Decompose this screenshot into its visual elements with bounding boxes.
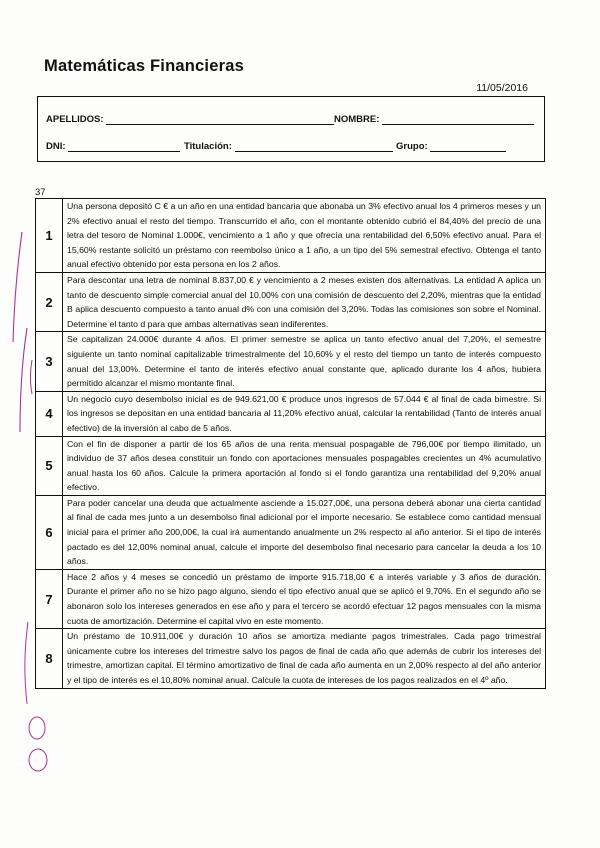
name-field[interactable] <box>382 114 534 125</box>
question-text: Para poder cancelar una deuda que actualmente asciende a 15.027,00€, una persona deberá abonar una cierta cantidad al final de cada mes junto a un desembolso final adicional por el importe necesario. Se establece como cantidad mensual inicial para el primer año 200,00€, la cual irá aumentando anualmente un 2% respecto al año anterior. Si el tipo de interés pactado es del 12,00% nominal anual, calcule el importe del desembolso final necesario para cancelar la deuda a los 10 años. <box>63 495 546 569</box>
question-number: 3 <box>36 332 63 391</box>
dni-row <box>46 141 180 152</box>
student-info-box <box>37 96 545 162</box>
pen-stroke <box>13 232 22 342</box>
name-row <box>334 114 534 125</box>
question-row <box>36 569 546 628</box>
question-text: Una persona depositó C € a un año en una entidad bancaria que abonaba un 3% efectivo anual los 4 primeros meses y un 2% efectivo anual el resto del tiempo. Transcurrido el año, con el montante obtenido cubrió el 84,40% del precio de una letra del tesoro de Nominal 1.000€, vencimiento a 1 año y que ofrecía una rentabilidad del 6,50% efectivo anual. Para el 15,60% restante solicitó un préstamo con reembolso único a 1 año, a un tipo del 5% semestral efectivo. Obtenga el tanto anual efectivo obtenido por esta persona en los 2 años. <box>63 199 546 273</box>
question-row <box>36 391 546 436</box>
question-row <box>36 436 546 495</box>
surname-field[interactable] <box>106 114 334 125</box>
question-number: 1 <box>36 199 63 273</box>
dni-field[interactable] <box>68 141 180 152</box>
group-row <box>396 141 506 152</box>
question-row <box>36 629 546 688</box>
degree-field[interactable] <box>235 141 393 152</box>
question-text: Un préstamo de 10.911,00€ y duración 10 años se amortiza mediante pagos trimestrales. Cada pago trimestral únicamente cubre los intereses del trimestre salvo los pagos de final de cada año que además de cubrir los intereses del trimestre, amortizan capital. El término amortizativo de final de cada año aumenta en un 2,00% respecto al del año anterior y el tipo de interés es el 10,80% nominal anual. Calcule la cuota de intereses de los pagos realizados en el 4º año. <box>63 629 546 688</box>
question-number: 2 <box>36 272 63 331</box>
exam-code: 37 <box>35 187 46 198</box>
question-text: Se capitalizan 24.000€ durante 4 años. El primer semestre se aplica un tanto efectivo anual del 7,20%, el semestre siguiente un tanto nominal capitalizable trimestralmente del 10,60% y el resto del tiempo un tanto de interés compuesto anual del 13,00%. Determine el tanto de interés efectivo anual constante que, aplicado durante los 4 años, hubiera permitido alcanzar el mismo montante final. <box>63 332 546 391</box>
question-number: 4 <box>36 391 63 436</box>
question-row <box>36 495 546 569</box>
pen-circle <box>29 717 45 739</box>
pen-circle <box>29 749 47 771</box>
question-text: Para descontar una letra de nominal 8.837,00 € y vencimiento a 2 meses existen dos alternativas. La entidad A aplica un tanto de descuento simple comercial anual del 10,00% con una comisión de descuento del 2,20%, mientras que la entidad B aplica descuento compuesto a tanto anual d% con una comisión del 3,20%. Todas las comisiones son sobre el Nominal. Determine el tanto d para que ambas alternativas sean indiferentes. <box>63 272 546 331</box>
name-label: NOMBRE: <box>334 114 380 125</box>
degree-label: Titulación: <box>184 141 232 152</box>
surname-label: APELLIDOS: <box>46 114 104 125</box>
dni-label: DNI: <box>46 141 66 152</box>
pen-stroke <box>25 622 28 704</box>
question-row <box>36 199 546 273</box>
question-number: 6 <box>36 495 63 569</box>
question-row <box>36 272 546 331</box>
question-text: Un negocio cuyo desembolso inicial es de 949.621,00 € produce unos ingresos de 57.044 € al final de cada bimestre. Si los ingresos se depositan en una entidad bancaria al 11,20% efectivo anual, calcular la rentabilidad (Tanto de interés anual efectivo) de la inversión al cabo de 5 años. <box>63 391 546 436</box>
questions-table <box>35 198 546 689</box>
pen-stroke <box>31 360 33 394</box>
question-number: 8 <box>36 629 63 688</box>
exam-date: 11/05/2016 <box>476 82 528 94</box>
pen-stroke <box>20 328 27 432</box>
question-row <box>36 332 546 391</box>
question-text: Hace 2 años y 4 meses se concedió un préstamo de importe 915.718,00 € a interés variable y 3 años de duración. Durante el primer año no se hizo pago alguno, siendo el tipo efectivo anual que se aplicó el 9,70%. En el segundo año se abonaron solo los intereses generados en ese año y para el tercero se acordó efectuar 12 pagos mensuales con la misma cuota de amortización. Determine el capital vivo en este momento. <box>63 569 546 628</box>
degree-row <box>184 141 393 152</box>
question-number: 7 <box>36 569 63 628</box>
surname-row <box>46 114 334 125</box>
question-text: Con el fin de disponer a partir de los 65 años de una renta mensual pospagable de 796,00€ por tiempo ilimitado, un individuo de 37 años desea constituir un fondo con aportaciones mensuales pospagables crecientes un 4% acumulativo anual hasta los 60 años. Calcule la primera aportación al fondo si el fondo garantiza una rentabilidad del 9,20% anual efectivo. <box>63 436 546 495</box>
question-number: 5 <box>36 436 63 495</box>
group-field[interactable] <box>430 141 506 152</box>
page-title: Matemáticas Financieras <box>44 57 244 75</box>
group-label: Grupo: <box>396 141 428 152</box>
